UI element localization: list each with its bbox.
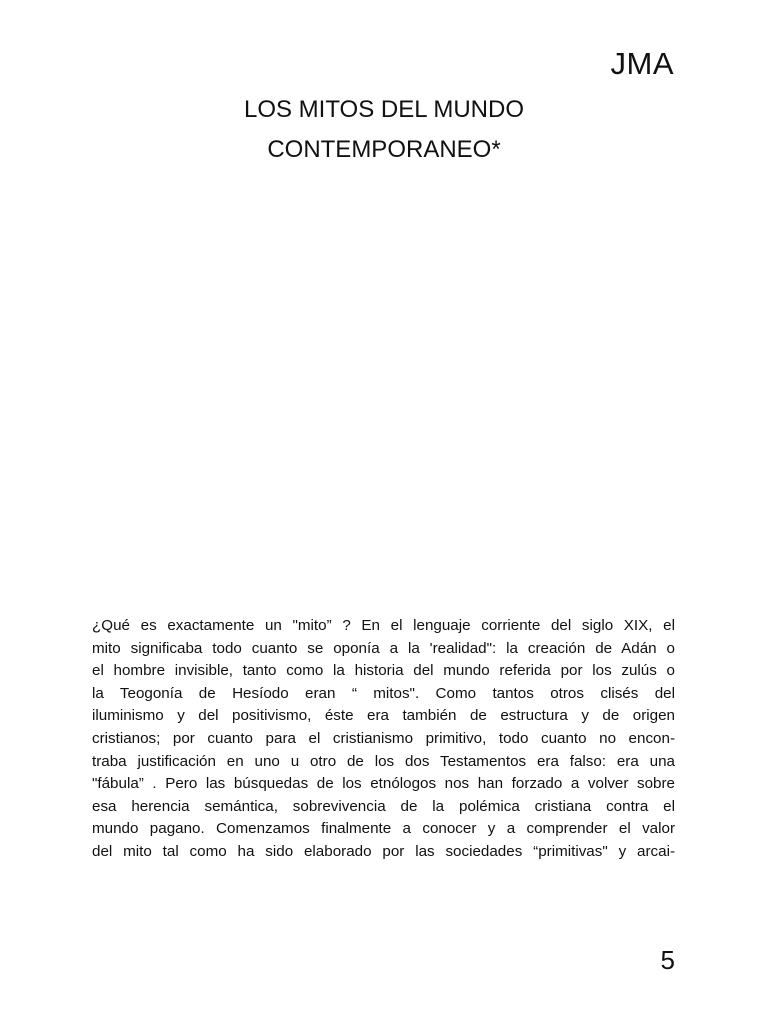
body-paragraph xyxy=(92,615,675,864)
paragraph-line: mito significaba todo cuanto se oponía a la 'realidad": la creación de Adán o xyxy=(92,639,675,657)
paragraph-line: esa herencia semántica, sobrevivencia de la polémica cristiana contra el xyxy=(92,797,675,815)
paragraph-line: ¿Qué es exactamente un "mito” ? En el lenguaje corriente del siglo XIX, el xyxy=(92,617,675,634)
paragraph-line: la Teogonía de Hesíodo eran “ mitos". Como tantos otros clisés del xyxy=(92,684,675,702)
paragraph-line: el hombre invisible, tanto como la historia del mundo referida por los zulús o xyxy=(92,662,675,680)
paragraph-line: mundo pagano. Comenzamos finalmente a conocer y a comprender el valor xyxy=(92,820,675,838)
paragraph-line: "fábula” . Pero las búsquedas de los etnólogos nos han forzado a volver sobre xyxy=(92,775,675,793)
page-number: 5 xyxy=(660,945,675,975)
paragraph-line: del mito tal como ha sido elaborado por las sociedades “primitivas" y arcai- xyxy=(92,842,675,860)
chapter-title-line: CONTEMPORANEO* xyxy=(267,136,501,163)
chapter-title-line: LOS MITOS DEL MUNDO xyxy=(243,96,525,123)
paragraph-line: traba justificación en uno u otro de los dos Testamentos era falso: era una xyxy=(92,752,675,770)
header-mark: JMA xyxy=(610,46,674,81)
chapter-title xyxy=(0,90,768,170)
paragraph-line: iluminismo y del positivismo, éste era también de estructura y de origen xyxy=(92,707,675,725)
paragraph-line: cristianos; por cuanto para el cristianismo primitivo, todo cuanto no encon- xyxy=(92,729,675,747)
